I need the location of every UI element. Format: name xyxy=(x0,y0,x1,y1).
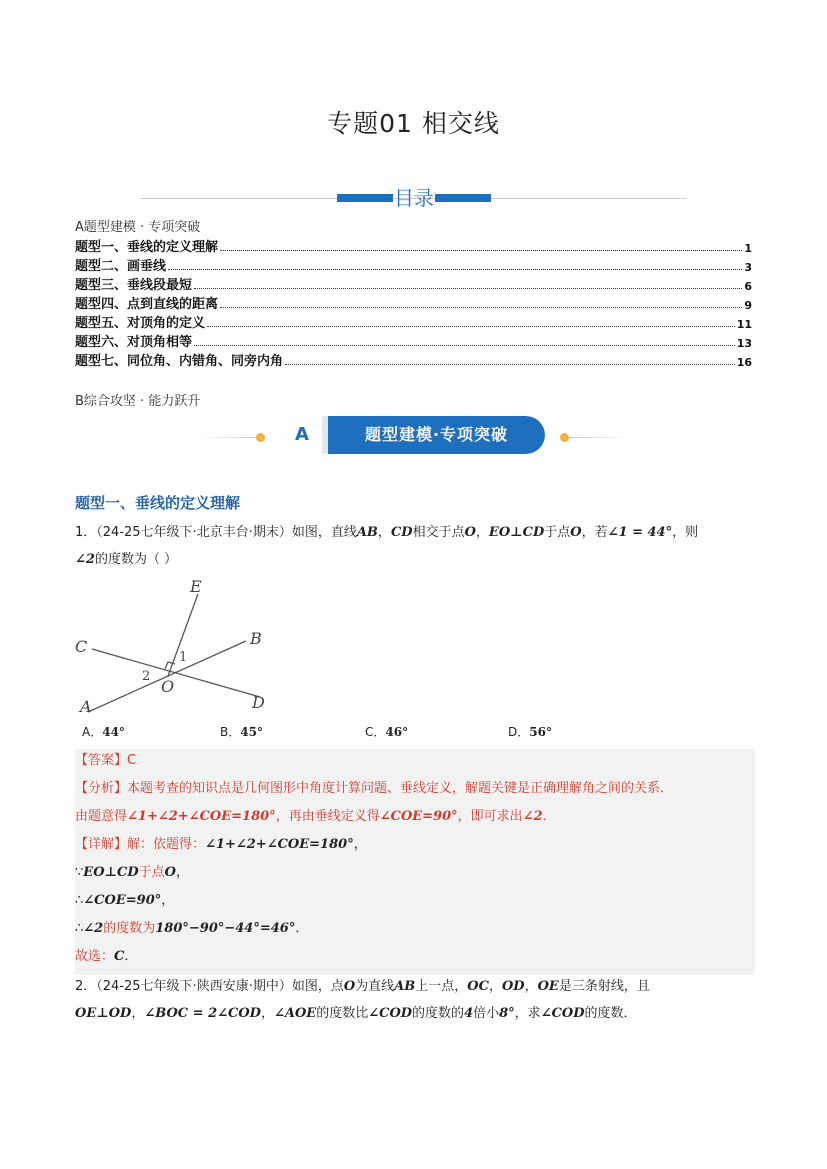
analysis-line-1: 【分析】本题考查的知识点是几何图形中角度计算问题、垂线定义，解题关键是正确理解角之间的关系． xyxy=(75,781,674,796)
line-cd xyxy=(92,649,260,697)
toc-item[interactable]: 题型六、对顶角相等 13 xyxy=(75,335,752,350)
toc-leader xyxy=(168,268,742,270)
banner-letter: A xyxy=(282,416,322,454)
toc-leader xyxy=(220,249,742,251)
option-a[interactable]: A．44° xyxy=(82,725,125,739)
detail-line-1: 【详解】解：依题得：∠1+∠2+∠COE=180°， xyxy=(75,837,367,852)
toc-item[interactable]: 题型三、垂线段最短 6 xyxy=(75,278,752,293)
toc-section-a: A题型建模 · 专项突破 xyxy=(75,220,201,235)
toc-item[interactable]: 题型二、画垂线 3 xyxy=(75,259,752,274)
toc-leader xyxy=(194,344,735,346)
answer-line: 【答案】C xyxy=(75,753,137,768)
question-2: 2．（24-25七年级下·陕西安康·期中）如图，点O为直线AB上一点，OC，OD，OE是三条射线，且 OE⊥OD，∠BOC = 2∠COD，∠AOE的度数比∠COD的度数的4倍小8°，求∠COD的度数． xyxy=(75,979,650,1021)
option-d[interactable]: D．56° xyxy=(508,725,552,739)
toc-item[interactable]: 题型四、点到直线的距离 9 xyxy=(75,297,752,312)
label-angle-1: 1 xyxy=(179,650,188,665)
detail-line-5: 故选：C． xyxy=(75,949,138,964)
banner-line-right xyxy=(568,437,628,438)
right-angle-mark xyxy=(165,662,175,669)
label-o: O xyxy=(161,677,175,696)
analysis-line-2: 由题意得∠1+∠2+∠COE=180°，再由垂线定义得∠COE=90°，即可求出∠2． xyxy=(75,809,556,824)
question-1: 1．（24-25七年级下·北京丰台·期末）如图，直线AB，CD相交于点O，EO⊥CD于点O，若∠1 = 44°，则 ∠2的度数为（ ） xyxy=(75,525,699,567)
option-c[interactable]: C．46° xyxy=(365,725,409,739)
toc-leader xyxy=(207,325,735,327)
option-b[interactable]: B．45° xyxy=(220,725,263,739)
label-c: C xyxy=(75,637,88,656)
label-b: B xyxy=(250,629,262,648)
toc-item[interactable]: 题型七、同位角、内错角、同旁内角 16 xyxy=(75,354,752,369)
label-e: E xyxy=(190,577,202,596)
page-title: 专题01 相交线 xyxy=(327,109,500,138)
detail-line-3: ∴∠COE=90°， xyxy=(75,893,175,908)
toc-leader xyxy=(285,363,735,365)
label-a: A xyxy=(80,697,92,716)
detail-line-2: ∵EO⊥CD于点O， xyxy=(75,865,189,880)
toc-item[interactable]: 题型一、垂线的定义理解 1 xyxy=(75,240,752,255)
banner-line-left xyxy=(200,437,260,438)
section-banner xyxy=(282,416,545,454)
label-d: D xyxy=(252,693,265,712)
geometry-figure xyxy=(70,572,280,722)
toc-item[interactable]: 题型五、对顶角的定义 11 xyxy=(75,316,752,331)
toc-heading: 目录 xyxy=(394,186,434,210)
toc-section-b: B综合攻坚 · 能力跃升 xyxy=(75,394,201,409)
section-heading: 题型一、垂线的定义理解 xyxy=(75,494,241,512)
label-angle-2: 2 xyxy=(142,669,151,684)
toc-leader xyxy=(194,287,742,289)
detail-line-4: ∴∠2的度数为180°−90°−44°=46°． xyxy=(75,921,309,936)
banner-dot-left xyxy=(256,433,265,442)
toc-leader xyxy=(220,306,742,308)
banner-text: 题型建模·专项突破 xyxy=(328,416,545,454)
